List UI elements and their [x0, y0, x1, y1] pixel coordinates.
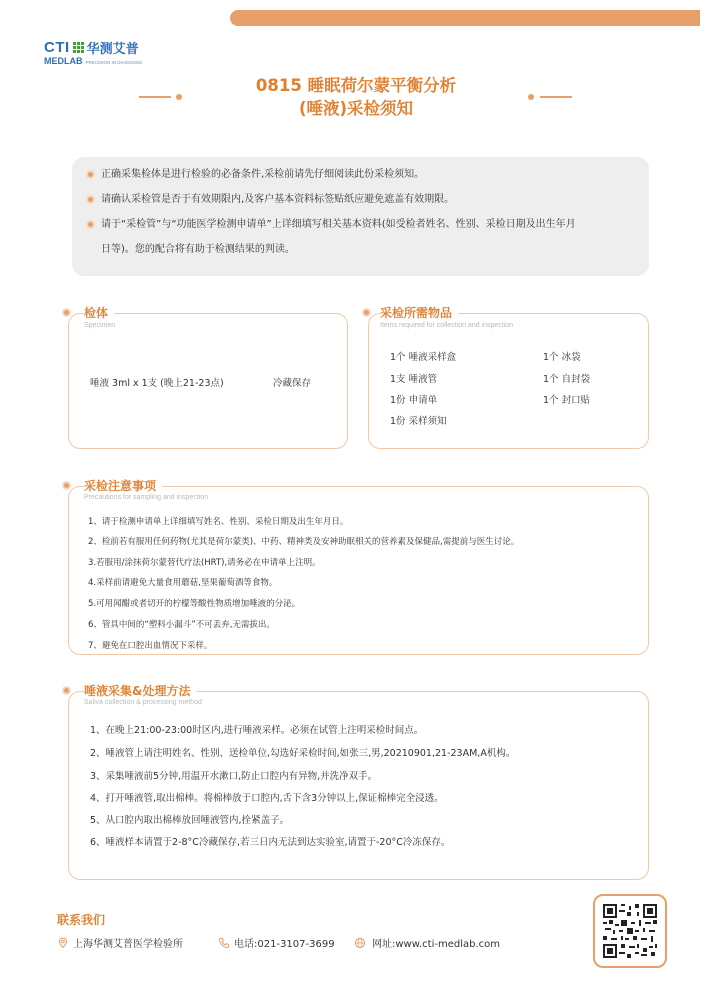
precaution-item-1: 1、请于检测申请单上详细填写姓名、性别、采检日期及出生年月日。 — [88, 517, 349, 527]
qr-code-frame — [593, 894, 667, 968]
precaution-item-6: 6、管具中间的“塑料小漏斗”不可丢弃,无需拔出。 — [88, 620, 275, 630]
contact-phone-text: 电话:021-3107-3699 — [234, 939, 335, 950]
title-line-2: (唾液)采检须知 — [298, 99, 414, 118]
items-required-subtitle: Items required for collection and inspection — [380, 322, 514, 329]
logo-sub: MEDLAB — [44, 56, 83, 66]
logo-tagline: PRECISION IN DIAGNOSIS — [85, 60, 143, 65]
precautions-title-dot — [64, 483, 69, 488]
title-right-line — [540, 96, 572, 98]
method-item-3: 3、采集唾液前5分钟,用温开水漱口,防止口腔内有异物,并洗净双手。 — [90, 771, 378, 782]
specimen-description: 唾液 3ml x 1支 (晚上21-23点) — [90, 378, 224, 389]
precaution-item-3: 3.若服用/涂抹荷尔蒙替代疗法(HRT),请务必在申请单上注明。 — [88, 558, 321, 568]
contact-phone — [218, 935, 335, 950]
contact-address-text: 上海华测艾普医学检验所 — [73, 939, 183, 950]
notice-item-1: 正确采集检体是进行检验的必备条件,采检前请先仔细阅读此份采检须知。 — [101, 169, 425, 180]
globe-icon — [354, 937, 366, 949]
title-line-1: 0815 睡眠荷尔蒙平衡分析 — [255, 76, 457, 95]
method-item-5: 5、从口腔内取出棉棒放回唾液管内,拴紧盖子。 — [90, 815, 290, 826]
method-title: 唾液采集&处理方法 — [84, 682, 196, 699]
company-logo — [44, 38, 142, 66]
notice-bullet — [88, 222, 93, 227]
method-item-1: 1、在晚上21:00-23:00时区内,进行唾液采样。必须在试管上注明采检时间点。 — [90, 725, 424, 736]
precaution-item-4: 4.采样前请避免大量食用蘑菇,坚果葡萄酒等食物。 — [88, 578, 278, 588]
specimen-title-dot — [64, 310, 69, 315]
method-box — [68, 691, 649, 880]
method-item-4: 4、打开唾液管,取出棉棒。将棉棒放于口腔内,舌下含3分钟以上,保证棉棒完全浸透。 — [90, 793, 444, 804]
item-left-3: 1份 申请单 — [390, 395, 438, 406]
specimen-storage: 冷藏保存 — [273, 378, 312, 389]
notice-bullet — [88, 172, 93, 177]
item-right-3: 1个 封口贴 — [543, 395, 591, 406]
precautions-title: 采检注意事项 — [84, 477, 162, 494]
item-left-1: 1个 唾液采样盒 — [390, 352, 457, 363]
precautions-subtitle: Precautions for sampling and inspection — [84, 494, 209, 501]
specimen-title: 检体 — [84, 304, 114, 321]
logo-latin: CTI — [44, 39, 70, 56]
method-item-2: 2、唾液管上请注明姓名、性别、送检单位,勾选好采检时间,如张三,男,20210901,21-23AM,A机构。 — [90, 748, 516, 759]
item-right-2: 1个 自封袋 — [543, 374, 591, 385]
items-required-title: 采检所需物品 — [380, 304, 458, 321]
specimen-subtitle: Specimen — [84, 322, 116, 329]
qr-code-icon[interactable] — [603, 904, 657, 958]
method-subtitle: Saliva collection & processing method — [84, 699, 202, 706]
method-item-6: 6、唾液样本请置于2-8°C冷藏保存,若三日内无法到达实验室,请置于-20°C冷冻保存。 — [90, 837, 451, 848]
precaution-item-2: 2、检前若有服用任何药物(尤其是荷尔蒙类)、中药、精神类及安神助眠相关的营养素及保健品,需提前与医生讨论。 — [88, 537, 520, 547]
notice-panel — [72, 157, 649, 276]
notice-item-2: 请确认采检管是否于有效期限内,及客户基本资料标签贴纸应避免遮盖有效期限。 — [101, 194, 455, 205]
page-title — [0, 74, 712, 120]
phone-icon — [218, 937, 230, 949]
contact-address — [57, 935, 183, 950]
title-left-dot — [176, 94, 182, 100]
location-icon — [57, 937, 69, 949]
precaution-item-7: 7、避免在口腔出血情况下采样。 — [88, 641, 213, 651]
notice-item-3: 请于“采检管”与“功能医学检测申请单”上详细填写相关基本资料(如受检者姓名、性别、采检日期及出生年月 — [101, 219, 576, 230]
title-right-dot — [528, 94, 534, 100]
method-title-dot — [64, 688, 69, 693]
title-left-line — [139, 96, 171, 98]
item-right-1: 1个 冰袋 — [543, 352, 581, 363]
precaution-item-5: 5.可用闻醋或者切开的柠檬等酸性物质增加唾液的分泌。 — [88, 599, 301, 609]
contact-website[interactable] — [354, 935, 500, 950]
item-left-2: 1支 唾液管 — [390, 374, 438, 385]
logo-chinese: 华测艾普 — [86, 42, 139, 57]
top-decorative-bar — [230, 10, 700, 26]
items-title-dot — [364, 310, 369, 315]
notice-bullet — [88, 197, 93, 202]
logo-mark-icon — [73, 42, 84, 53]
contact-website-text[interactable]: 网址:www.cti-medlab.com — [372, 939, 501, 950]
item-left-4: 1份 采样须知 — [390, 416, 447, 427]
contact-title: 联系我们 — [57, 913, 106, 927]
notice-item-4: 日等)。您的配合将有助于检测结果的判读。 — [101, 244, 295, 255]
